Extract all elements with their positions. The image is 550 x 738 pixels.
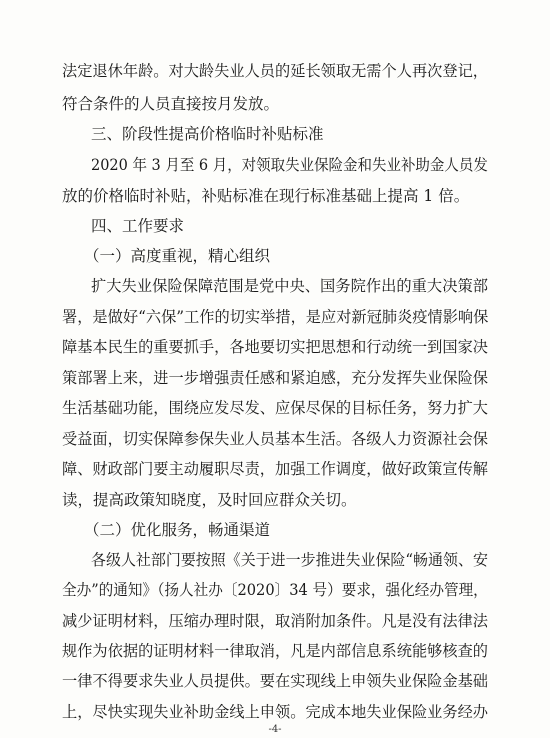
section-heading-4: 四、工作要求 — [91, 217, 185, 235]
body-text-line: 2020 年 3 月至 6 月，对领取失业保险金和失业补助金人员发 — [91, 156, 488, 174]
body-text-line: 障基本民生的重要抓手，各地要切实把思想和行动统一到国家决 — [62, 338, 489, 356]
body-text-line: 减少证明材料，压缩办理时限，取消附加条件。凡是没有法律法 — [62, 612, 489, 630]
body-text-line: 各级人社部门要按照《关于进一步推进失业保险“畅通领、安 — [91, 551, 488, 569]
section-heading-3: 三、阶段性提高价格临时补贴标准 — [91, 125, 324, 143]
body-text-line: 策部署上来，进一步增强责任感和紧迫感，充分发挥失业保险保 — [62, 369, 489, 387]
body-text-line: 扩大失业保险保障范围是党中央、国务院作出的重大决策部 — [91, 277, 489, 295]
subsection-heading-1: （一）高度重视，精心组织 — [84, 247, 271, 265]
subsection-heading-2: （二）优化服务，畅通渠道 — [84, 521, 271, 539]
body-text-line: 受益面，切实保障参保失业人员基本生活。各级人力资源社会保 — [62, 430, 489, 448]
body-text-line: 全办”的通知》（扬人社办〔2020〕34 号）要求，强化经办管理， — [62, 581, 488, 599]
body-text-line: 规作为依据的证明材料一律取消，凡是内部信息系统能够核查的 — [62, 642, 489, 660]
body-text-line: 符合条件的人员直接按月发放。 — [62, 95, 280, 113]
body-text-line: 一律不得要求失业人员提供。要在实现线上申领失业保险金基础 — [62, 672, 489, 690]
body-text-line: 障、财政部门要主动履职尽责，加强工作调度，做好政策宣传解 — [62, 460, 489, 478]
body-text-line: 读，提高政策知晓度，及时回应群众关切。 — [62, 491, 357, 509]
body-text-line: 上，尽快实现失业补助金线上申领。完成本地失业保险业务经办 — [62, 703, 489, 721]
body-text-line: 放的价格临时补贴，补贴标准在现行标准基础上提高 1 倍。 — [62, 187, 470, 205]
page-number: -4- — [268, 724, 282, 735]
body-text-line: 署，是做好“六保”工作的切实举措，是应对新冠肺炎疫情影响保 — [62, 308, 489, 326]
body-text-line: 法定退休年龄。对大龄失业人员的延长领取无需个人再次登记， — [62, 62, 489, 80]
body-text-line: 生活基础功能，围绕应发尽发、应保尽保的目标任务，努力扩大 — [62, 399, 489, 417]
